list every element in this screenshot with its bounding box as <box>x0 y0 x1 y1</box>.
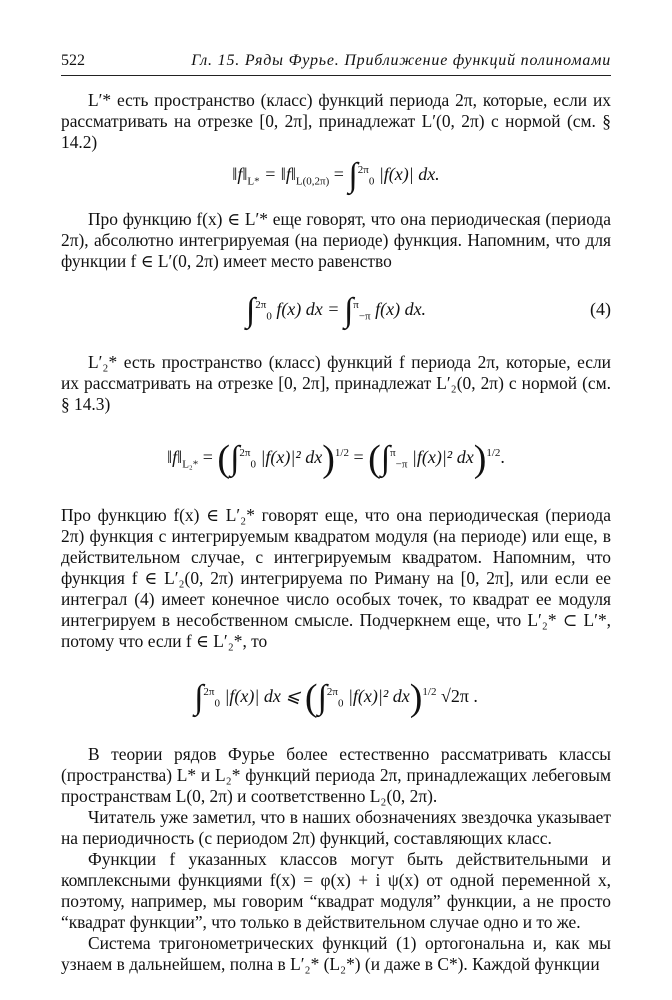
formula-4-end: √2π . <box>436 686 478 706</box>
left-paren: ( <box>304 676 318 719</box>
formula-inequality <box>61 670 611 722</box>
formula-3-sub: L₂* <box>182 458 199 471</box>
running-title: Гл. 15. Ряды Фурье. Приближение функций полиномами <box>191 52 611 69</box>
equation-number: (4) <box>590 299 611 319</box>
paragraph-6: Читатель уже заметил, что в наших обозначениях звездочка указывает на периодичность (с периодом 2π) функций, составляющих класс. <box>61 807 611 848</box>
right-paren: ) <box>473 437 487 480</box>
integral-sign: ∫ <box>317 678 327 716</box>
formula-2-upper1: 2π <box>255 299 267 311</box>
formula-3-end: . <box>500 447 505 467</box>
integral-sign: ∫ <box>245 291 256 329</box>
formula-3-upper1: 2π <box>239 447 251 459</box>
paragraph-5: В теории рядов Фурье более естественно рассматривать классы (пространства) L* и L₂* функций периода 2π, принадлежащих лебеговым пространствам L(0, 2π) и соответственно L₂(0, 2π). <box>61 744 611 806</box>
paragraph-3: L′₂* есть пространство (класс) функций f периода 2π, которые, если их рассматривать на отрезке [0, 2π], принадлежат L′₂(0, 2π) с нормой (см. § 14.3) <box>61 352 611 414</box>
formula-3-pow2: 1/2 <box>486 447 501 459</box>
formula-1-lhs: ‖f‖ <box>232 164 248 185</box>
formula-3-body1: |f(x)|² dx <box>255 447 323 467</box>
formula-1-upper: 2π <box>357 164 369 177</box>
formula-4-body2: |f(x)|² dx <box>343 686 410 706</box>
formula-3-pow: 1/2 <box>334 447 349 459</box>
integral-sign: ∫ <box>343 291 354 329</box>
paragraph-7: Функции f указанных классов могут быть действительными и комплексными функциями f(x) = φ(x) + i ψ(x) от одной переменной x, поэтому, например, мы говорим “квадрат модуля” функции, а не просто “квадрат функции”, что только в действительном случае одно и то же. <box>61 849 611 932</box>
formula-1-sub1: L* <box>247 175 260 188</box>
formula-4-pow: 1/2 <box>422 686 437 698</box>
left-paren: ( <box>217 437 231 480</box>
paragraph-8: Система тригонометрических функций (1) ортогональна и, как мы узнаем в дальнейшем, полна в L′₂* (L₂*) (и даже в C*). Каждой функции <box>61 933 611 974</box>
paragraph-2: Про функцию f(x) ∈ L′* еще говорят, что она периодическая (периода 2π), абсолютно интегрируемая (на периоде) функция. Напомним, что для функции f ∈ L′(0, 2π) имеет место равенство <box>61 209 611 271</box>
formula-2-lower2: −π <box>358 310 371 323</box>
formula-3-eq: = <box>198 447 218 467</box>
paragraph-1: L′* есть пространство (класс) функций периода 2π, которые, если их рассматривать на отрезке [0, 2π], принадлежат L′(0, 2π) с нормой (см. § 14.2) <box>61 90 611 152</box>
integral-sign: ∫ <box>230 439 240 477</box>
left-paren: ( <box>368 437 381 480</box>
formula-1-eq: = <box>329 164 349 185</box>
formula-4-lower2: 0 <box>337 697 344 710</box>
right-paren: ) <box>409 676 423 719</box>
integral-sign: ∫ <box>380 439 391 477</box>
formula-4-body1: |f(x)| dx ⩽ <box>219 686 305 706</box>
formula-1-sub2: L(0,2π) <box>295 175 330 188</box>
formula-4-upper1: 2π <box>203 686 215 698</box>
page-number: 522 <box>61 52 85 69</box>
formula-norm-l-star <box>61 159 611 193</box>
formula-4-lower1: 0 <box>214 697 220 710</box>
book-page <box>61 50 611 975</box>
formula-2-upper2: π <box>353 299 359 311</box>
formula-1-lower: 0 <box>368 175 375 188</box>
right-paren: ) <box>322 437 335 480</box>
formula-2-body1: f(x) dx = <box>271 299 344 319</box>
formula-3-lhs: ‖f‖ <box>167 447 183 467</box>
formula-2-body2: f(x) dx. <box>370 299 427 319</box>
formula-3-eq2: = <box>348 447 369 467</box>
formula-3-lower2: −π <box>395 458 408 471</box>
formula-3-upper2: π <box>390 447 396 459</box>
formula-4-upper2: 2π <box>326 686 338 698</box>
formula-3-body2: |f(x)|² dx <box>407 447 474 467</box>
formula-1-mid: = ‖f‖ <box>259 164 296 185</box>
running-header <box>61 50 611 76</box>
integral-sign: ∫ <box>348 157 358 194</box>
formula-1-body: |f(x)| dx. <box>374 164 440 185</box>
formula-4 <box>61 286 611 332</box>
formula-3-lower1: 0 <box>250 458 256 471</box>
integral-sign: ∫ <box>194 678 204 716</box>
formula-norm-l2-star <box>61 431 611 483</box>
paragraph-4: Про функцию f(x) ∈ L′₂* говорят еще, что она периодическая (периода 2π) функция с интегрируемым квадратом модуля (на периоде) или еще, в действительном случае, с интегрируемым квадратом. Напомним, что функция f ∈ L′₂(0, 2π) интегрируема по Риману на [0, 2π], или если ее интеграл (4) имеет конечное число особых точек, то квадрат ее модуля интегрируем в несобственном смысле. Подчеркнем еще, что L′₂* ⊂ L′*, потому что если f ∈ L′₂*, то <box>61 505 611 651</box>
formula-2-lower1: 0 <box>266 310 272 323</box>
